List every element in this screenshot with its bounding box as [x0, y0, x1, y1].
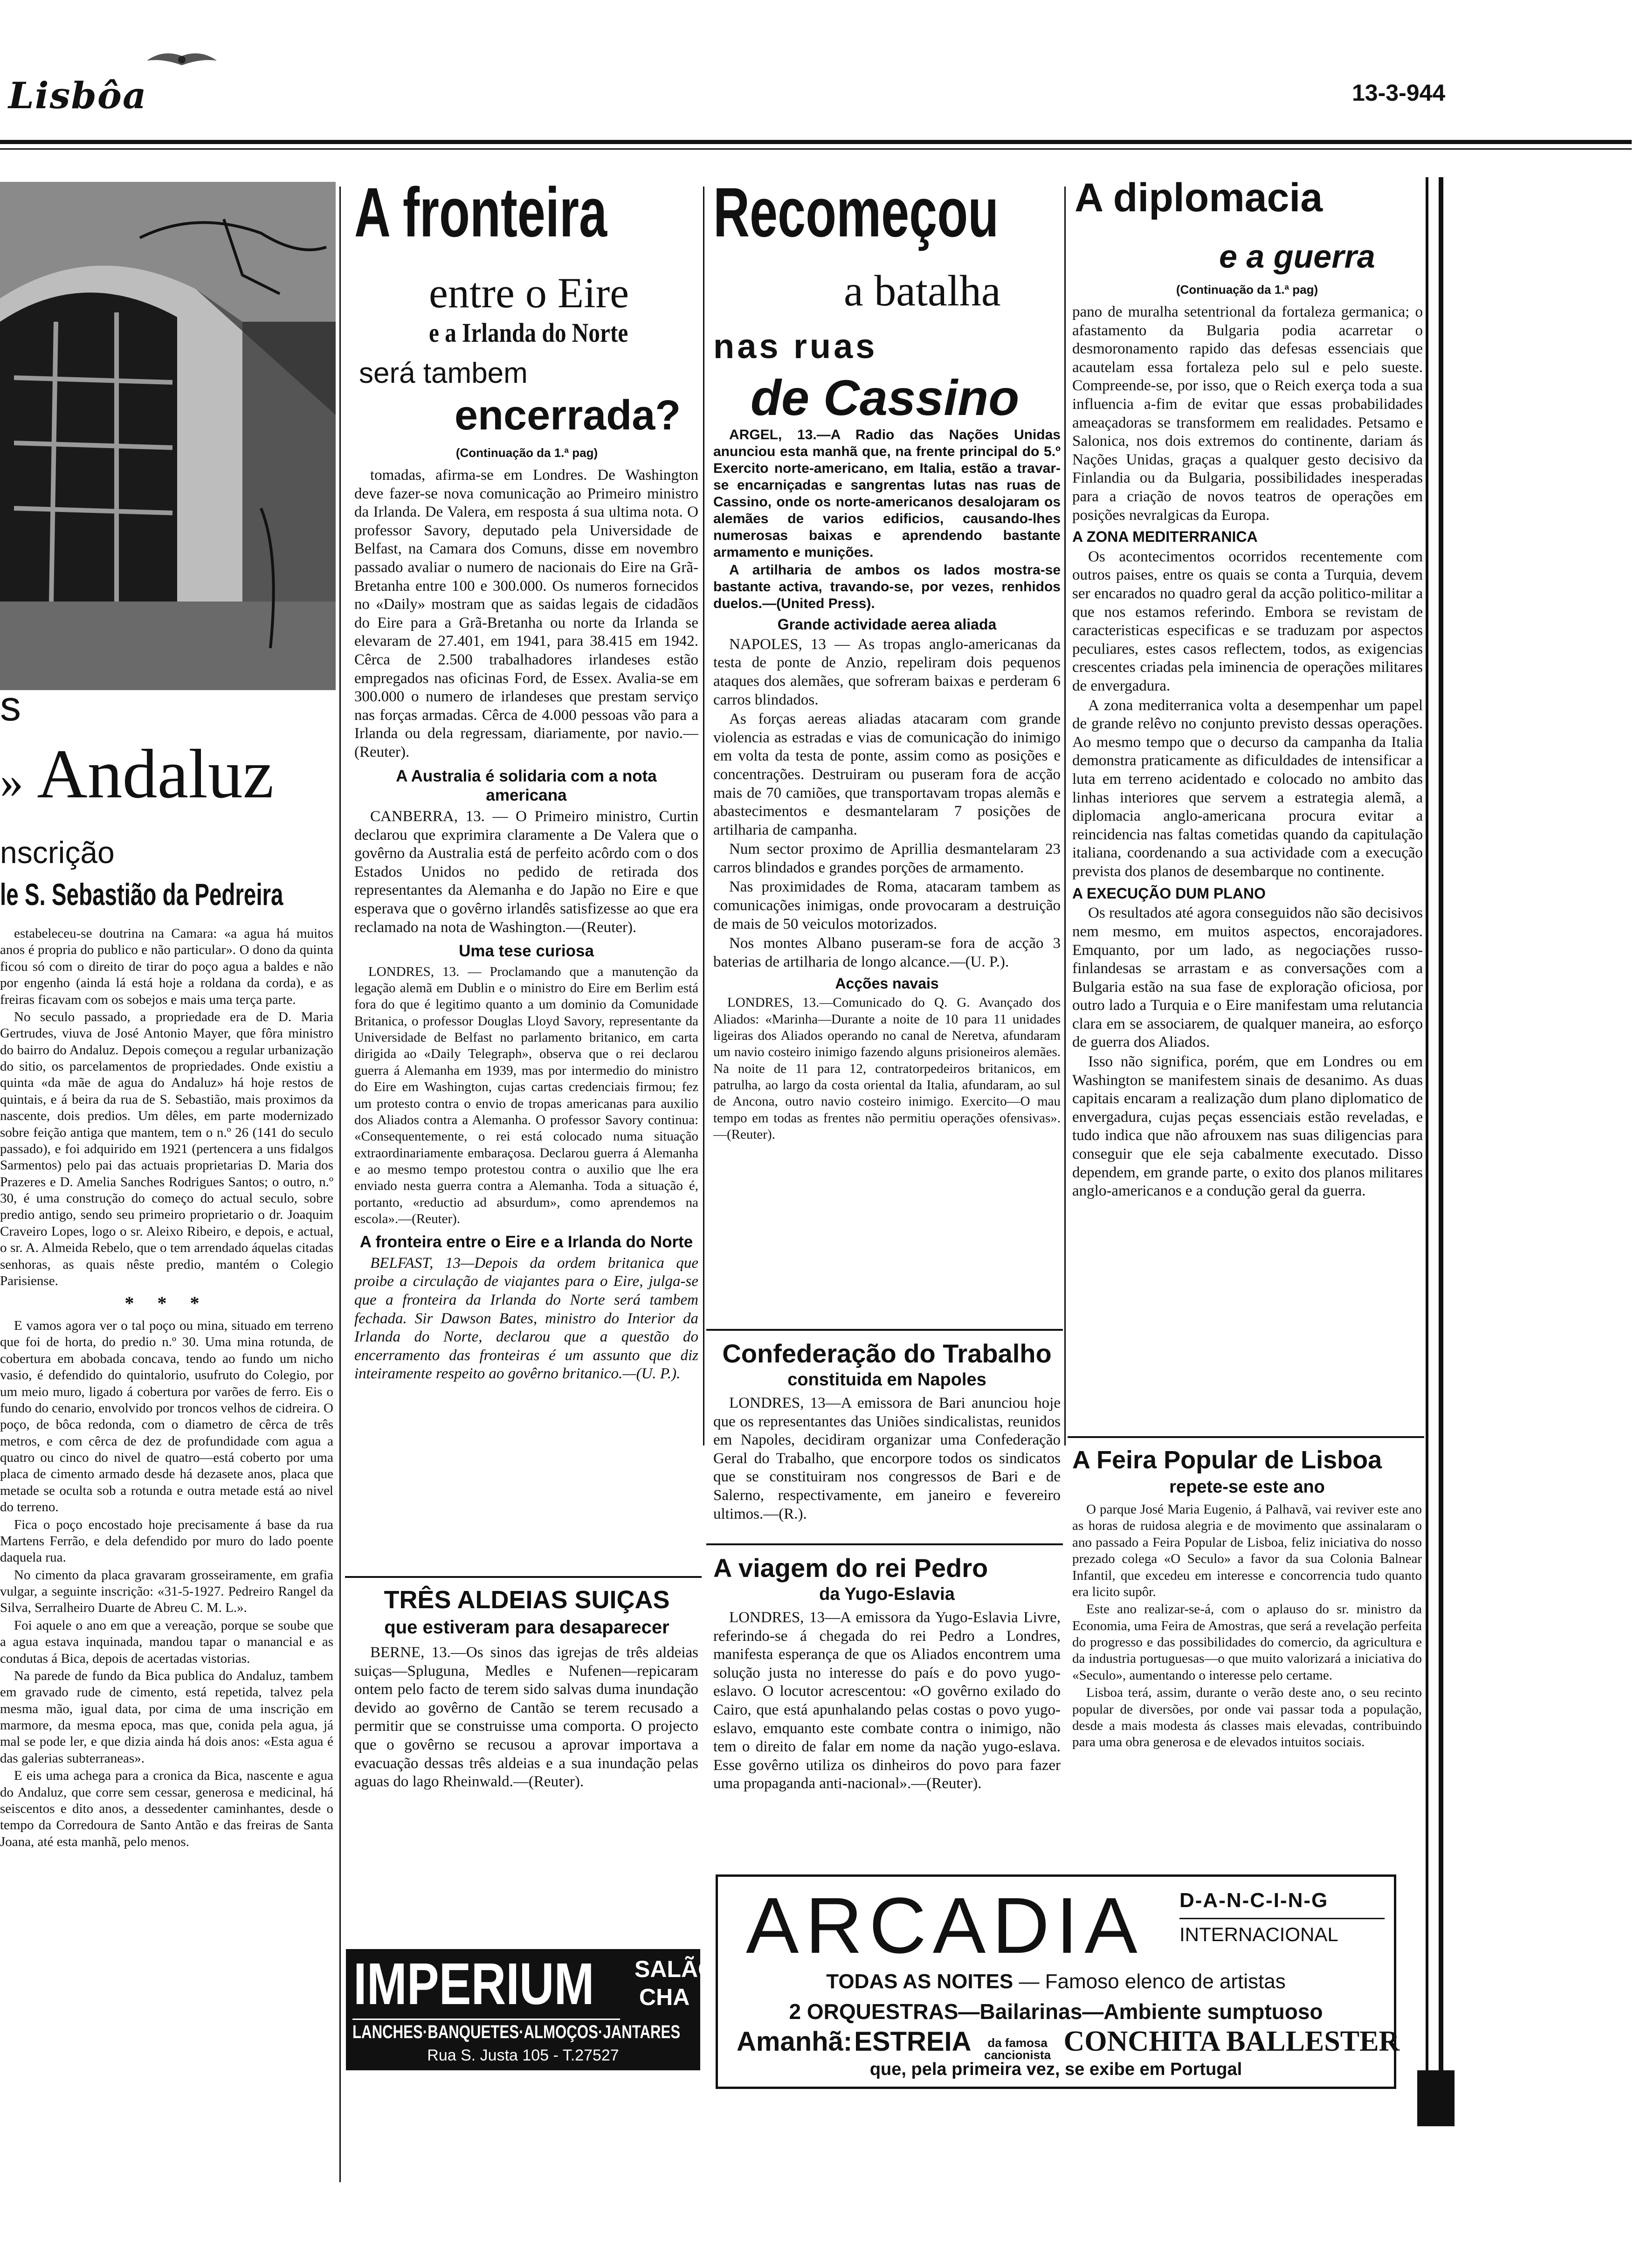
diplomacia-continuation: (Continuação da 1.ª pag)	[1176, 283, 1318, 297]
header-rule	[0, 140, 1632, 144]
cassino-lead: A artilharia de ambos os lados mostra-se bastante activa, travando-se, por vezes, renhidos duelos.—(United Press).	[713, 562, 1061, 611]
cassino-line3: nas ruas	[713, 327, 878, 366]
diplomacia-body: pano de muralha setentrional da fortaleza germanica; o afastamento da Bulgaria podia acarretar o desmoronamento rapido das defesas essenciais que acautelam essa fortaleza pelo sul e pelo sueste. Compreende-se, por isso, que o Reich exerça toda a sua influencia a-fim de evitar que essas probabilidades ameaçadoras se transformem em realidades. Petsamo e Salonica, nos dois extremos do continente, dariam ás Nações Unidas, graças a qualquer gesto decisivo da Finlandia ou da Bulgaria, possibilidades inesperadas para a criação de novos teatros de operações em posições nevralgicas da Europa.	[1072, 304, 1423, 524]
eire-body: tomadas, afirma-se em Londres. De Washington deve fazer-se nova comunicação ao Primeiro ministro da Irlanda. De Valera, em resposta á sua ultima nota. O professor Savory, deputado pela Universidade de Belfast, na Camara dos Comuns, disse em novembro passado avaliar o numero de nacionais do Eire na Grã-Bretanha entre 100 e 300.000. Os numeros fornecidos no «Daily» mostram que as saidas legais de cidadãos do Eire para a Grã-Bretanha ou norte da Irlanda se elevaram de 27.401, em 1941, para 38.415 em 1942. Cêrca de 2.500 trabalhadores irlandeses estão empregados nas oficinas Ford, de Essex. Avalia-se em 300.000 o numero de irlandeses que prestam serviço nas forças armadas. Cêrca de 4.000 pessoas vão para a Irlanda ou dela regressam, diariamente, por navio.—(Reuter).	[354, 467, 698, 761]
paragraph: No seculo passado, a propriedade era de D. Maria Gertrudes, viuva de José Antonio Mayer, que fôra ministro do bairro do Andaluz. Depois começou a regular urbanização do sitio, os parcelamentos de propriedades. Onde existiu a quinta «da mãe de agua do Andaluz» há hoje restos de quintais, e á beira da rua de S. Sebastião, mais proximos da nascente, dois predios. Um dêles, em parte modernizado sobre feição antiga que mantem, tem o n.º 26 (141 do seculo passado), e foi adquirido em 1921 (pertencera a uns fidalgos Sarmentos) pelo pai das actuais proprietarias D. Maria dos Prazeres e D. Amelia Sanches Rodrigues Santos; o outro, n.º 30, é uma construção do começo do actual seculo, sobre predio antigo, sendo seu primeiro proprietario o dr. Joaquim Craveiro Lopes, logo o sr. Aleixo Ribeiro, e depois, e actual, o sr. A. Almeida Rebelo, que o tem arrendado áquelas citadas senhoras, as quais nêste predio, mantém o Colegio Parisiense.	[0, 1009, 333, 1288]
diplomacia-body: Os resultados até agora conseguidos não são decisivos nem mesmo, em muitos aspectos, encorajadores. Emquanto, por um lado, as negociações russo-finlandesas se arrastam e as conversações com a Bulgaria estão na sua fase de exploração oficiosa, por outro lado a Turquia e o Eire manifestam uma relutancia clara em se associarem, de qualquer maneira, ao esforço de guerra dos Aliados.	[1072, 905, 1423, 1051]
cassino-small-body	[713, 995, 1061, 1143]
section-stars: * * *	[124, 1293, 209, 1314]
feira-body: Este ano realizar-se-á, com o aplauso do sr. ministro da Economia, uma Feira de Amostras, que será a revelação perfeita do progresso e das possibilidades do comercio, da agricultura e da industria portuguesas—o que muito valorizará a iniciativa do «Seculo», aumentando o interesse pelo certame.	[1072, 1602, 1422, 1683]
imperium-ad	[346, 1949, 716, 2070]
column-rule	[339, 187, 341, 2182]
feira-body: O parque José Maria Eugenio, á Palhavã, vai reviver este ano as horas de ruidosa alegria e de movimento que assinalaram o ano passado a Feira Popular de Lisboa, feliz iniciativa do nosso prezado colega «O Seculo» a favor da sua Colonia Balnear Infantil, que excedeu em interesse e concorrencia tudo quanto era licito supôr.	[1072, 1502, 1422, 1599]
imperium-name: IMPERIUM	[353, 1951, 594, 2017]
cassino-article	[713, 427, 1061, 1383]
arcadia-line3	[737, 2025, 1400, 2062]
left-heading-kicker: nscrição	[0, 835, 115, 870]
left-heading-sub: le S. Sebastião da Pedreira	[0, 877, 283, 912]
suicas-article	[354, 1644, 698, 1937]
arcadia-line1-rest: — Famoso elenco de artistas	[1019, 1970, 1286, 1993]
eire-subhead: A Australia é solidaria com a nota americana	[396, 767, 657, 804]
bird-ornament-icon	[145, 47, 219, 75]
left-heading-title	[0, 735, 274, 813]
left-heading-title-text: Andaluz	[37, 735, 274, 813]
eire-line5: encerrada?	[455, 392, 681, 439]
arcadia-cancionista: da famosa cancionista	[984, 2036, 1051, 2062]
paragraph: No cimento da placa gravaram grosseiramente, em grafia vulgar, a seguinte inscrição: «31-5-1927. Pedreiro Rangel da Silva, Serralheiro Duarte de Abreu C. M. L.».	[0, 1567, 333, 1616]
cassino-body: Num sector proximo de Aprillia desmantelaram 23 carros blindados e grandes porções de armamento.	[713, 841, 1061, 876]
arcadia-estreia: ESTREIA	[854, 2026, 972, 2057]
cassino-body: As forças aereas aliadas atacaram com grande violencia as estradas e vias de comunicação do inimigo em volta da testa de ponte, assim como as posições e concentrações. Destruiram ou puseram fora de acção mais de 70 camiões, que transportavam tropas alemãs e abastecimentos e desmantelaram 7 posições de artilharia de campanha.	[713, 711, 1061, 838]
cassino-subhead: Grande actividade aerea aliada	[777, 616, 997, 633]
diplomacia-subhead: A ZONA MEDITERRANICA	[1072, 528, 1258, 546]
arcadia-line1	[718, 1970, 1394, 1993]
right-border-rule	[1426, 177, 1428, 2089]
photo-well-arch	[0, 182, 336, 690]
paragraph: Foi aquele o ano em que a vereação, porque se soube que a agua estava inquinada, mandou tapar o manancial e as condutas á Bica, depois de acertadas vistorias.	[0, 1618, 333, 1666]
arcadia-divider	[1179, 1918, 1385, 1919]
header-rule-thin	[0, 148, 1632, 150]
diplomacia-article	[1072, 303, 1423, 1506]
box-rule	[706, 1329, 1063, 1331]
confed-title: Confederação do Trabalho	[722, 1339, 1052, 1368]
eire-headline: A fronteira	[354, 173, 607, 251]
right-border-rule-thick	[1439, 177, 1443, 2089]
confed-article	[713, 1394, 1061, 1553]
eire-body: BELFAST, 13—Depois da ordem britanica que proibe a circulação de viajantes para o Eire, julga-se que a fronteira da Irlanda do Norte será tambem fechada. Sir Dawson Bates, ministro do Interior da Irlanda do Norte, declarou que a questão do encerramento das fronteiras é um assunto que diz inteiramente respeito ao govêrno britanico.—(U. P.).	[354, 1254, 698, 1383]
arcadia-internacional: INTERNACIONAL	[1179, 1923, 1338, 1945]
header-date: 13-3-944	[1352, 80, 1446, 106]
imperium-salao: SALÃO	[634, 1956, 716, 1982]
cassino-line2: a batalha	[844, 267, 1001, 315]
pedro-body: LONDRES, 13—A emissora da Yugo-Eslavia Livre, referindo-se á chegada do rei Pedro a Londres, manifesta esperança de que os Aliados encontrem uma solução justa no interesse do país e do povo yugo-eslavo. O locutor acrescentou: «O govêrno exilado do Cairo, que está apunhalando pelas costas o povo yugo-eslavo, emquanto este combate contra o inimigo, não tem o direito de falar em nome da nação yugo-eslava. Esse govêrno utiliza os dinheiros do povo para fazer uma propaganda anti-nacional».—(Reuter).	[713, 1609, 1061, 1792]
arcadia-name: ARCADIA	[746, 1881, 1144, 1970]
eire-article	[354, 466, 698, 1753]
arcadia-line4: que, pela primeira vez, se exibe em Portugal	[869, 2060, 1242, 2079]
confed-body: LONDRES, 13—A emissora de Bari anunciou hoje que os representantes das Uniões sindicalistas, reunidos em Napoles, decidiram organizar uma Confederação Geral do Trabalho, que encorpore todos os sindicatos que se constituiram nos congressos de Bari e de Salerno, respectivamente, em janeiro e fevereiro ultimos.—(R.).	[713, 1395, 1061, 1522]
left-heading-fragment: s	[0, 683, 21, 730]
box-rule	[1068, 1436, 1424, 1438]
arcadia-line1-strong: TODAS AS NOITES	[826, 1970, 1014, 1993]
eire-body: CANBERRA, 13. — O Primeiro ministro, Curtin declarou que exprimira claramente a De Valera que o govêrno da Australia está de perfeito acôrdo com o dos Estados Unidos no pedido de retirada dos representantes da Alemanha e do Japão no Eire e que esperava que o govêrno irlandês satisfizesse ao que era reclamado na nota de Washington.—(Reuter).	[354, 808, 698, 936]
feira-article	[1072, 1501, 1422, 1898]
arcadia-line2: 2 ORQUESTRAS—Bailarinas—Ambiente sumptuoso	[789, 1999, 1323, 2024]
left-article-body	[0, 926, 333, 2091]
diplomacia-body: Isso não significa, porém, que em Londres ou em Washington se manifestem sinais de desanimo. As duas capitais encaram a realização dum plano diplomatico de envergadura, cujas peças essenciais estão reveladas, e tudo indica que não afrouxem nas suas diligencias para conseguir que ele seja cabalmente executado. Disso dependem, em grande parte, o exito dos planos militares anglo-americanos e a condução geral da guerra.	[1072, 1053, 1423, 1200]
confed-subtitle: constituida em Napoles	[787, 1370, 986, 1390]
eire-continuation: (Continuação da 1.ª pag)	[455, 446, 598, 460]
eire-line2: entre o Eire	[429, 269, 629, 317]
box-rule	[706, 1543, 1063, 1545]
pedro-subtitle: da Yugo-Eslavia	[819, 1584, 955, 1604]
eire-line4: será tambem	[359, 357, 528, 389]
cassino-body: NAPOLES, 13 — As tropas anglo-americanas da testa de ponte de Anzio, repeliram dois pequenos ataques dos alemães, que sofreram baixas e perderam 6 carros blindados.	[713, 636, 1061, 708]
paragraph: LONDRES, 13. — Proclamando que a manutenção da legação alemã em Dublin e o ministro do Eire em Berlim está fora do que é legitimo quanto a um dominio da Comunidade Britanica, o professor Douglas Lloyd Savory, representante da Universidade de Belfast no parlamento britanico, em carta dirigida ao «Daily Telegraph», observa que o rei declarou guerra á Alemanha em 1939, mas por intermedio do ministro do Eire em Washington, cujas cartas credenciais firmou; fez um protesto contra o envio de tropas americanas para auxilio dos Aliados contra a Alemanha. O professor Savory continua: «Consequentemente, o rei está colocado numa situação extraordinariamente embaraçosa. Declarou guerra á Alemanha e ao mesmo tempo protestou contra o auxilio que lhe era enviado nesta guerra contra a Alemanha. Toda a situação é, portanto, «reductio ad absurdum», como aprendemos na escola».—(Reuter).	[354, 964, 698, 1227]
eire-small-body	[354, 964, 698, 1228]
diplomacia-body: A zona mediterranica volta a desempenhar um papel de grande relêvo no conjunto previsto dessas operações. Ao mesmo tempo que o decurso da campanha da Italia demonstra praticamente as dificuldades de intensificar a luta em terreno acidentado e colocado no ambito das linhas interiores que servem a estrategia alemã, a diplomacia anglo-americana procura evitar a reincidencia nas faltas cometidas quando da capitulação italiana, coordenando a sua actividade com a execução prevista dos planos de desembarque no continente.	[1072, 697, 1423, 880]
cassino-body: Nas proximidades de Roma, atacaram tambem as comunicações inimigas, onde provocaram a destruição de mais de 50 veiculos motorizados.	[713, 878, 1061, 933]
cassino-line4: de Cassino	[751, 369, 1020, 426]
suicas-subtitle: que estiveram para desaparecer	[384, 1617, 669, 1638]
column-rule	[1064, 187, 1066, 1445]
page-edge-marker	[1417, 2070, 1455, 2126]
paragraph: LONDRES, 13.—Comunicado do Q. G. Avançado dos Aliados: «Marinha—Durante a noite de 10 para 11 unidades ligeiras dos Aliados operando no canal de Neretva, afundaram um navio costeiro inimigo fazendo alguns prisioneiros alemães. Na noite de 11 para 12, contratorpedeiros britanicos, em patrulha, ao largo da costa oriental da Italia, afundaram, ao sul de Ancona, outro navio costeiro inimigo. Exercito—O mau tempo em todas as frentes não permitiu operações ofensivas».—(Reuter).	[713, 995, 1061, 1142]
eire-subhead: A fronteira entre o Eire e a Irlanda do Norte	[359, 1232, 693, 1251]
paragraph: E eis uma achega para a cronica da Bica, nascente e agua do Andaluz, que corre sem cessar, generosa e medicinal, há seiscentos e dito anos, a dessedenter caminhantes, desde o tempo da Corredoura de Santo Antão e das freiras de Santa Joana, até esta manhã, pelo menos.	[0, 1768, 333, 1849]
quote-mark: »	[0, 756, 23, 808]
cassino-subhead: Acções navais	[835, 975, 939, 992]
suicas-body: BERNE, 13.—Os sinos das igrejas de três aldeias suiças—Spluguna, Medles e Nufenen—repicaram ontem pelo facto de terem sido salvas duma inundação devido ao govêrno de Cantão se terem recusado a permitir que se construisse uma comporta. O projecto que o govêrno se recusou a aprovar importava a evacuação dessas três aldeias e a sua inundação pelas aguas do lago Rheinwald.—(Reuter).	[354, 1644, 698, 1791]
box-rule	[345, 1576, 702, 1578]
arcadia-dancing: D-A-N-C-I-N-G	[1179, 1889, 1329, 1912]
imperium-address: Rua S. Justa 105 - T.27527	[427, 2047, 619, 2064]
feira-body: Lisboa terá, assim, durante o verão deste ano, o seu recinto popular de diversões, por onde vai passar toda a população, desde a mais modesta ás classes mais elevadas, contribuindo para uma obra generosa e de elevados intuitos sociais.	[1072, 1685, 1422, 1750]
imperium-cha: CHA	[639, 1984, 690, 2010]
diplomacia-title: A diplomacia	[1075, 175, 1323, 220]
suicas-title: TRÊS ALDEIAS SUIÇAS	[384, 1586, 670, 1614]
header-city: Lisbôa	[8, 75, 147, 117]
cassino-lead: ARGEL, 13.—A Radio das Nações Unidas anunciou esta manhã que, na frente principal do 5.º Exercito norte-americano, em Italia, estão a travar-se encarniçadas e sangrentas lutas nas ruas de Cassino, onde os norte-americanos desalojaram os alemães de varios edificios, causando-lhes numerosas baixas e aprendendo bastante armamento e munições.	[713, 427, 1061, 560]
diplomacia-body: Os acontecimentos ocorridos recentemente com outros paises, entre os quais se conta a Turquia, devem ser encarados no quadro geral da acção politico-militar a que nos estamos referindo. Embora se revistam de caracteristicas especificas e se traduzam por aspectos peculiares, estes casos reflectem, todos, as exigencias crescentes criadas pela iminencia de operações militares de envergadura.	[1072, 548, 1423, 695]
arcadia-amanha: Amanhã:	[737, 2026, 853, 2057]
arcadia-artist: CONCHITA BALLESTER	[1063, 2026, 1400, 2057]
paragraph: Fica o poço encostado hoje precisamente á base da rua Martens Ferrão, e dela defendido por muro do lado poente daquela rua.	[0, 1517, 333, 1565]
diplomacia-line2: e a guerra	[1219, 238, 1375, 275]
arcadia-ad	[716, 1874, 1400, 2089]
cassino-body: Nos montes Albano puseram-se fora de acção 3 baterias de artilharia de longo alcance.—(U. P.).	[713, 935, 1061, 970]
column-rule	[703, 187, 704, 1445]
eire-subhead: Uma tese curiosa	[459, 942, 594, 961]
paragraph: estabeleceu-se doutrina na Camara: «a agua há muitos anos é propria do publico e não particular». O dono da quinta ficou só com o direito de tirar do poço agua a baldes e não por engenho (ainda lá está hoje a roldana da corda), e as freiras ficavam com os sobejos e mais uma terça parte.	[0, 926, 333, 1007]
pedro-article	[713, 1609, 1061, 1870]
cassino-headline: Recomeçou	[713, 173, 999, 251]
feira-title: A Feira Popular de Lisboa	[1072, 1446, 1382, 1474]
pedro-title: A viagem do rei Pedro	[713, 1553, 988, 1583]
paragraph: E vamos agora ver o tal poço ou mina, situado em terreno que foi de horta, do predio n.º 30. Uma mina rotunda, de cobertura em abobada concava, tendo ao fundo um nicho vasio, é defendido do quintalorio, usufruto do Colegio, por um meio muro, ligado á cobertura por varões de ferro. Eis o fundo do cenario, envolvido por troncos velhos de cidreira. O poço, de bôca redonda, com o diametro de cêrca de três metros, e com cêrca de dez de profundidade com agua a quatro ou cinco do nivel de quatro—está coberto por uma placa de cimento armado desde há dezasete anos, placa que metade se oculta sob a rotunda e outra metade está ao nivel do terreno.	[0, 1318, 333, 1515]
eire-line3: e a Irlanda do Norte	[429, 318, 628, 348]
feira-subtitle: repete-se este ano	[1169, 1477, 1325, 1497]
diplomacia-subhead: A EXECUÇÃO DUM PLANO	[1072, 885, 1266, 902]
imperium-services: LANCHES·BANQUETES·ALMOÇOS·JANTARES	[352, 2019, 620, 2043]
paragraph: Na parede de fundo da Bica publica do Andaluz, tambem em gravado rude de cimento, está repetida, talvez pela mesma mão, igual data, por cima de uma inscrição em marmore, da mesma epoca, mas que, conida pela agua, já mal se pode ler, e que dizia ainda há dois anos: «Esta agua é das galerias subterraneas».	[0, 1668, 333, 1766]
